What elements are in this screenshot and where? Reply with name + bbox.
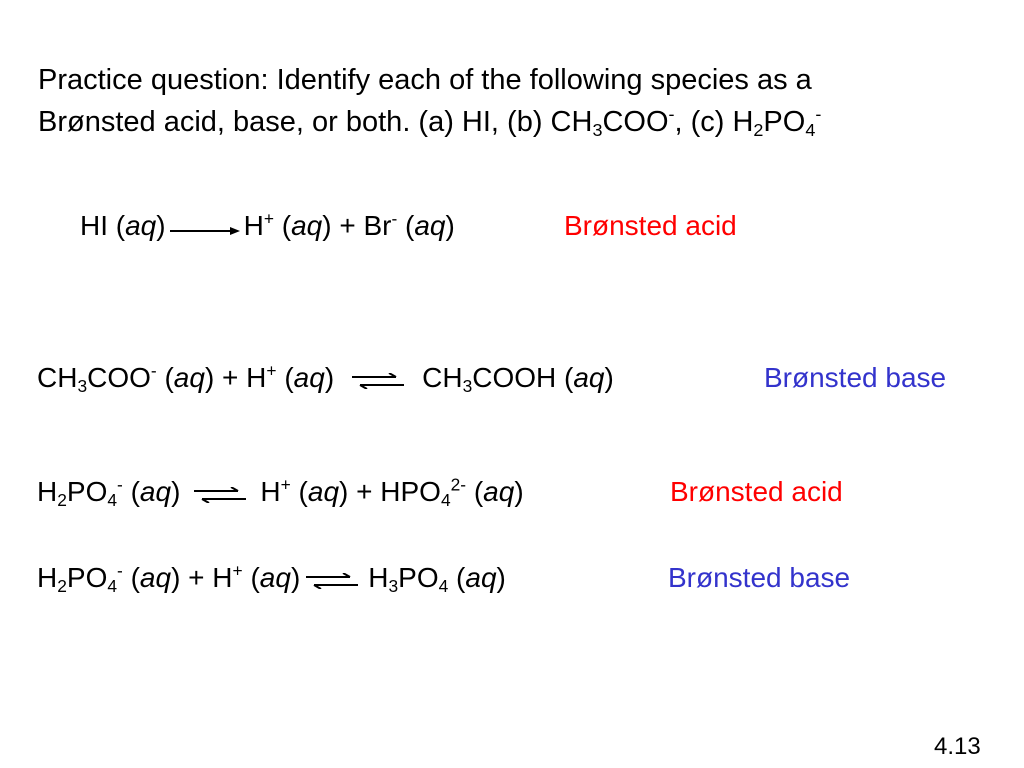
label-bronsted-base-1: Brønsted base	[764, 362, 947, 393]
question-line-1: Practice question: Identify each of the following species as a	[38, 64, 812, 96]
equation-acetate: $CH_3COO^-$ (aq) + H+ (aq) $CH_3COOH$ (aq)	[37, 360, 614, 396]
equation-h2po4-base: $H_2PO_4^-$ (aq) + H+ (aq) $H_3PO_4$ (aq)	[37, 560, 506, 596]
label-bronsted-acid-2: Brønsted acid	[670, 476, 843, 507]
equilibrium-arrow-icon	[306, 563, 358, 597]
page-number: 4.13	[934, 733, 981, 760]
equilibrium-arrow-icon	[194, 477, 246, 511]
label-bronsted-acid-1: Brønsted acid	[564, 210, 737, 241]
question-line-2: Brønsted acid, base, or both. (a) HI, (b) $CH_3COO^-$, (c) $H_2PO_4^-$	[38, 103, 822, 141]
forward-arrow-icon	[170, 211, 240, 245]
equation-h2po4-acid: $H_2PO_4^-$ (aq) H+ $(aq) + HPO_4^{2-}$ (aq)	[37, 474, 524, 510]
equation-hi: HI (aq) H+ (aq) + Br- (aq)	[80, 209, 455, 245]
label-bronsted-base-2: Brønsted base	[668, 562, 851, 593]
equilibrium-arrow-icon	[352, 363, 404, 397]
